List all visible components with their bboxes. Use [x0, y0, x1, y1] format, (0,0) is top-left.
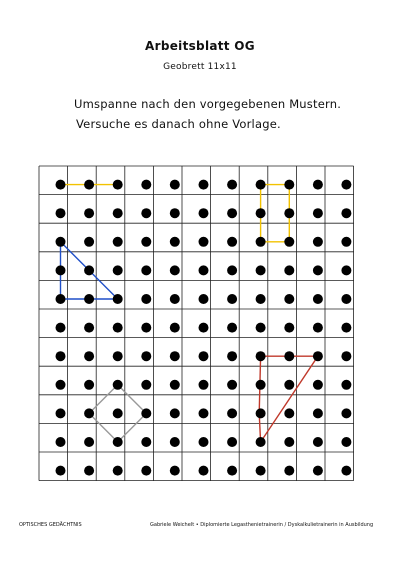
peg-dot: [84, 294, 94, 304]
peg-dot: [199, 408, 209, 418]
peg-dot: [227, 466, 237, 476]
peg-dot: [170, 237, 180, 247]
peg-dot: [341, 180, 351, 190]
peg-dot: [56, 265, 66, 275]
peg-dot: [56, 408, 66, 418]
peg-dot: [113, 351, 123, 361]
peg-dot: [84, 351, 94, 361]
peg-dot: [113, 437, 123, 447]
peg-dot: [84, 208, 94, 218]
peg-dot: [170, 437, 180, 447]
peg-dot: [227, 180, 237, 190]
peg-dot: [141, 380, 151, 390]
peg-dot: [141, 408, 151, 418]
peg-dot: [170, 408, 180, 418]
peg-dot: [284, 265, 294, 275]
peg-dot: [84, 466, 94, 476]
peg-dot: [56, 323, 66, 333]
peg-dot: [170, 323, 180, 333]
peg-dot: [341, 237, 351, 247]
peg-dot: [170, 380, 180, 390]
peg-dot: [113, 408, 123, 418]
peg-dot: [113, 323, 123, 333]
instruction-line-2: Versuche es danach ohne Vorlage.: [76, 117, 281, 131]
peg-dot: [84, 265, 94, 275]
peg-dot: [313, 437, 323, 447]
peg-dot: [141, 294, 151, 304]
peg-dot: [341, 408, 351, 418]
peg-dot: [113, 466, 123, 476]
peg-dot: [199, 380, 209, 390]
peg-dot: [313, 265, 323, 275]
peg-dot: [141, 208, 151, 218]
peg-dot: [341, 208, 351, 218]
peg-dot: [113, 180, 123, 190]
peg-dot: [256, 466, 266, 476]
peg-dot: [141, 323, 151, 333]
peg-dot: [256, 351, 266, 361]
peg-dot: [227, 294, 237, 304]
peg-dot: [141, 351, 151, 361]
peg-dot: [313, 408, 323, 418]
peg-dot: [141, 180, 151, 190]
peg-dot: [141, 437, 151, 447]
peg-dot: [170, 466, 180, 476]
peg-dot: [313, 180, 323, 190]
peg-dot: [256, 265, 266, 275]
peg-dot: [227, 408, 237, 418]
peg-dot: [141, 466, 151, 476]
peg-dot: [256, 180, 266, 190]
peg-dot: [256, 323, 266, 333]
peg-dot: [56, 180, 66, 190]
peg-dot: [113, 380, 123, 390]
peg-dot: [199, 208, 209, 218]
peg-dot: [170, 265, 180, 275]
peg-dot: [256, 237, 266, 247]
peg-dot: [199, 466, 209, 476]
peg-dot: [199, 323, 209, 333]
peg-dot: [56, 351, 66, 361]
peg-dot: [56, 294, 66, 304]
peg-dot: [227, 265, 237, 275]
peg-dot: [313, 237, 323, 247]
peg-dot: [313, 208, 323, 218]
peg-dot: [227, 323, 237, 333]
peg-dot: [227, 208, 237, 218]
peg-dot: [227, 237, 237, 247]
peg-dot: [341, 437, 351, 447]
peg-dot: [56, 237, 66, 247]
peg-dot: [284, 351, 294, 361]
peg-dot: [199, 237, 209, 247]
peg-dot: [284, 208, 294, 218]
peg-dot: [313, 351, 323, 361]
peg-dot: [84, 237, 94, 247]
peg-dot: [313, 466, 323, 476]
peg-dot: [84, 408, 94, 418]
peg-dot: [56, 208, 66, 218]
peg-dot: [84, 180, 94, 190]
peg-dot: [341, 351, 351, 361]
peg-dot: [313, 380, 323, 390]
peg-dot: [199, 294, 209, 304]
peg-dot: [113, 208, 123, 218]
footer-right: Gabriele Weichelt • Diplomierte Legasthenietrainerin / Dyskalkulietrainerin in Ausbildung: [150, 522, 374, 528]
peg-dot: [141, 265, 151, 275]
peg-dot: [256, 208, 266, 218]
peg-dot: [256, 380, 266, 390]
peg-dot: [84, 380, 94, 390]
peg-dot: [113, 265, 123, 275]
peg-dot: [341, 380, 351, 390]
peg-dot: [199, 351, 209, 361]
page-subtitle: Geobrett 11x11: [163, 62, 237, 72]
footer-left: OPTISCHES GEDÄCHTNIS: [19, 522, 82, 528]
peg-dot: [284, 466, 294, 476]
peg-dot: [284, 323, 294, 333]
peg-dot: [170, 351, 180, 361]
peg-dot: [56, 380, 66, 390]
peg-dot: [341, 466, 351, 476]
peg-dot: [313, 323, 323, 333]
peg-dot: [284, 294, 294, 304]
peg-dot: [84, 437, 94, 447]
peg-dot: [170, 180, 180, 190]
peg-dot: [341, 323, 351, 333]
peg-dot: [313, 294, 323, 304]
peg-dot: [284, 408, 294, 418]
peg-dot: [56, 437, 66, 447]
peg-dot: [199, 437, 209, 447]
peg-dot: [227, 380, 237, 390]
peg-dot: [256, 437, 266, 447]
peg-dot: [113, 237, 123, 247]
peg-dot: [284, 237, 294, 247]
peg-dot: [284, 180, 294, 190]
peg-dot: [256, 294, 266, 304]
peg-dot: [341, 294, 351, 304]
peg-dot: [170, 208, 180, 218]
peg-dot: [84, 323, 94, 333]
peg-dot: [56, 466, 66, 476]
page-title: Arbeitsblatt OG: [145, 39, 255, 53]
peg-dot: [256, 408, 266, 418]
peg-dot: [170, 294, 180, 304]
peg-dot: [113, 294, 123, 304]
peg-dot: [341, 265, 351, 275]
peg-dot: [284, 437, 294, 447]
peg-dot: [227, 351, 237, 361]
peg-dot: [199, 265, 209, 275]
peg-dot: [141, 237, 151, 247]
instruction-line-1: Umspanne nach den vorgegebenen Mustern.: [74, 97, 342, 111]
peg-dot: [284, 380, 294, 390]
peg-dot: [199, 180, 209, 190]
peg-dot: [227, 437, 237, 447]
